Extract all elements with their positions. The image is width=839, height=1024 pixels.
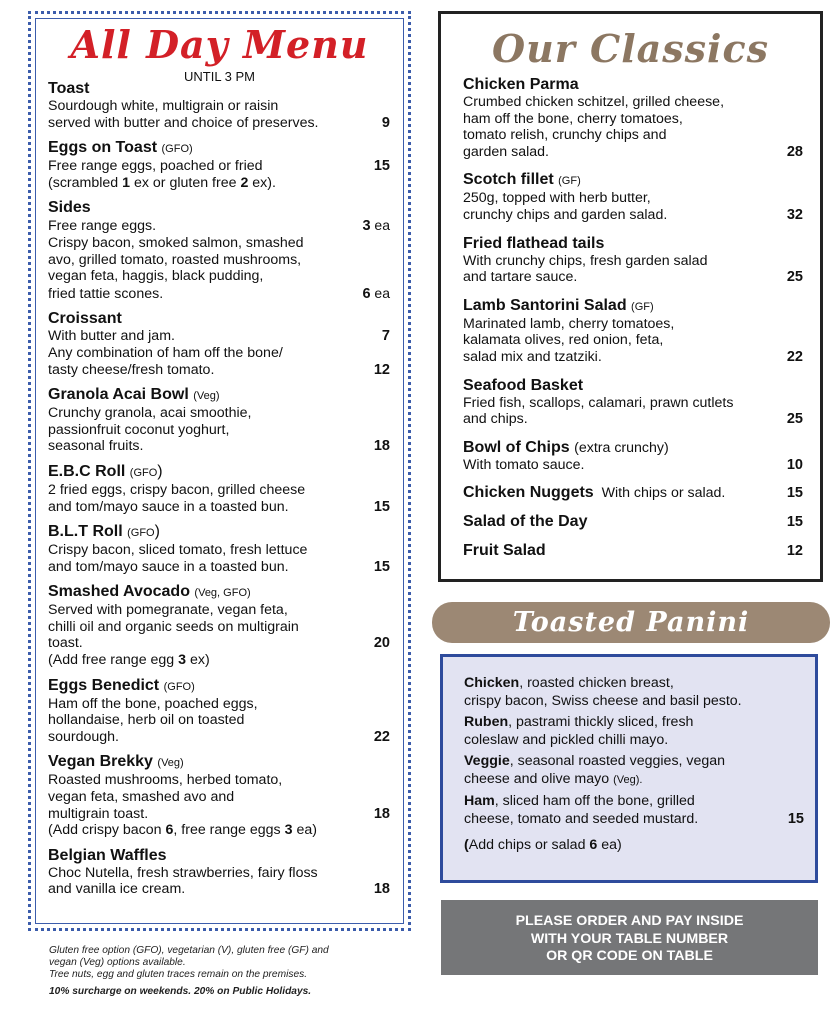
item-desc: Sourdough white, multigrain or raisin	[48, 98, 279, 114]
item-name: Belgian Waffles	[48, 846, 167, 864]
item-name: Smashed Avocado	[48, 583, 190, 601]
item-price: 18	[373, 881, 390, 898]
item-desc-extra: (Add free range egg 3 ex)	[48, 652, 210, 669]
item-name: B.L.T Roll	[48, 523, 123, 541]
item-price: 28	[786, 143, 803, 160]
item-desc: Crispy bacon, sliced tomato, fresh lettuce	[48, 542, 308, 559]
item-name: Ham	[464, 793, 495, 809]
footnote-line: Gluten free option (GFO), vegetarian (V), gluten free (GF) and	[49, 945, 329, 956]
item-desc: With tomato sauce.	[463, 456, 585, 473]
item-name: Chicken	[464, 675, 520, 691]
menu-item-croissant	[48, 310, 390, 378]
item-price: 25	[786, 269, 803, 286]
item-tag-close: )	[154, 523, 160, 541]
menu-item-belgian-waffles	[48, 847, 390, 898]
toasted-panini-banner: Toasted Panini	[432, 602, 830, 643]
item-desc: avo, grilled tomato, roasted mushrooms,	[48, 251, 302, 268]
menu-item-toast	[48, 80, 390, 131]
item-desc: cheese, tomato and seeded mustard.	[464, 811, 699, 827]
order-line: OR QR CODE ON TABLE	[546, 948, 713, 964]
item-name: Lamb Santorini Salad	[463, 296, 627, 314]
item-name: Sides	[48, 199, 91, 217]
all-day-menu-items	[48, 80, 390, 906]
item-name: Bowl of Chips	[463, 438, 570, 456]
item-desc: crispy bacon, Swiss cheese and basil pesto.	[464, 693, 742, 709]
item-desc: vegan feta, haggis, black pudding,	[48, 268, 264, 285]
item-note: (extra crunchy)	[574, 439, 669, 456]
item-desc: and vanilla ice cream.	[48, 881, 186, 898]
item-desc: , roasted chicken breast,	[519, 675, 674, 691]
item-name: Eggs on Toast	[48, 139, 158, 157]
item-price: 15	[786, 514, 803, 531]
footnote-line: vegan (Veg) options available.	[49, 957, 186, 969]
item-desc: tomato relish, crunchy chips and	[463, 127, 667, 144]
item-desc: ham off the bone, cherry tomatoes,	[463, 110, 683, 127]
item-desc: cheese and olive mayo	[464, 771, 610, 787]
menu-item-salad-of-the-day	[463, 513, 803, 531]
menu-item-smashed-avocado	[48, 583, 390, 668]
panini-item-veggie	[464, 752, 804, 789]
menu-item-eggs-benedict	[48, 677, 390, 746]
item-name: E.B.C Roll	[48, 462, 126, 480]
item-price: 9	[381, 114, 390, 131]
item-desc: Crispy bacon, smoked salmon, smashed	[48, 234, 304, 251]
item-desc: , sliced ham off the bone, grilled	[494, 793, 695, 809]
item-desc: crunchy chips and garden salad.	[463, 206, 668, 223]
our-classics-title: Our Classics	[491, 26, 770, 71]
panini-add-on: (Add chips or salad 6 ea)	[464, 837, 622, 853]
item-price: 22	[373, 728, 390, 745]
item-price: 15	[787, 811, 804, 827]
menu-item-blt-roll	[48, 523, 390, 575]
item-desc: hollandaise, herb oil on toasted	[48, 712, 245, 729]
item-desc: served with butter and choice of preserves.	[48, 114, 319, 131]
item-price: 32	[786, 206, 803, 223]
item-price: 15	[786, 485, 803, 502]
item-tag: (Veg).	[613, 774, 643, 786]
item-tag: (GFO	[129, 466, 158, 479]
item-desc: coleslaw and pickled chilli mayo.	[464, 732, 669, 748]
item-name: Chicken Nuggets	[463, 484, 594, 502]
item-name: Fruit Salad	[463, 542, 546, 560]
item-name: Scotch fillet	[463, 171, 554, 189]
item-desc: , pastrami thickly sliced, fresh	[508, 714, 694, 730]
item-tag: (GF)	[631, 300, 654, 313]
item-name: Seafood Basket	[463, 376, 584, 394]
item-price: 6 ea	[362, 284, 390, 302]
item-desc: With chips or salad.	[601, 485, 726, 502]
toasted-panini-panel	[440, 654, 818, 883]
footnote-line: Tree nuts, egg and gluten traces remain on the premises.	[49, 969, 308, 981]
item-desc: Ham off the bone, poached eggs,	[48, 695, 258, 712]
menu-item-fruit-salad	[463, 542, 803, 560]
item-desc: seasonal fruits.	[48, 438, 144, 455]
item-desc: Roasted mushrooms, herbed tomato,	[48, 772, 283, 789]
menu-item-chicken-parma	[463, 76, 803, 160]
item-tag: (Veg, GFO)	[194, 587, 251, 600]
item-price: 7	[381, 328, 390, 345]
item-desc: 250g, topped with herb butter,	[463, 190, 651, 207]
item-name: Vegan Brekky	[48, 753, 153, 771]
item-desc: Fried fish, scallops, calamari, prawn cutlets	[463, 394, 734, 411]
item-price: 15	[373, 498, 390, 515]
item-name: Veggie	[464, 753, 510, 769]
all-day-menu-subtitle: UNTIL 3 PM	[183, 69, 256, 84]
item-price: 3 ea	[362, 217, 390, 235]
item-price: 18	[373, 438, 390, 455]
item-price: 15	[373, 158, 390, 175]
surcharge-note: 10% surcharge on weekends. 20% on Public Holidays.	[49, 985, 312, 997]
item-tag: (GFO)	[163, 680, 195, 693]
panini-items	[464, 674, 804, 854]
order-line: WITH YOUR TABLE NUMBER	[530, 930, 729, 947]
item-price: 15	[373, 558, 390, 575]
item-name: Fried flathead tails	[463, 234, 605, 252]
menu-item-sides	[48, 199, 390, 302]
item-desc: garden salad.	[463, 143, 549, 160]
menu-item-eggs-on-toast	[48, 139, 390, 191]
item-desc: With butter and jam.	[48, 328, 175, 345]
item-desc: and tartare sauce.	[463, 269, 578, 286]
item-desc-extra: (Add crispy bacon 6, free range eggs 3 ea)	[48, 822, 317, 839]
menu-item-scotch-fillet	[463, 171, 803, 223]
item-desc: Marinated lamb, cherry tomatoes,	[463, 315, 675, 332]
all-day-menu-title: All Day Menu	[70, 22, 369, 67]
item-desc: multigrain toast.	[48, 805, 149, 822]
all-day-menu-panel	[28, 11, 411, 931]
order-instructions	[441, 900, 818, 975]
item-desc: and tom/mayo sauce in a toasted bun.	[48, 558, 289, 575]
item-price: 18	[373, 805, 390, 822]
panini-item-ham	[464, 792, 804, 828]
item-name: Salad of the Day	[463, 513, 588, 531]
item-desc: 2 fried eggs, crispy bacon, grilled cheese	[48, 481, 306, 498]
panini-item-ruben	[464, 713, 804, 749]
item-desc: Free range eggs, poached or fried	[48, 158, 263, 175]
item-price: 12	[786, 543, 803, 560]
item-desc-extra: (scrambled 1 ex or gluten free 2 ex).	[48, 174, 276, 191]
our-classics-items	[463, 76, 803, 571]
item-desc: fried tattie scones.	[48, 285, 164, 302]
panini-item-chicken	[464, 674, 804, 710]
item-price: 10	[786, 456, 803, 473]
menu-item-granola	[48, 386, 390, 455]
item-desc: tasty cheese/fresh tomato.	[48, 361, 215, 378]
item-name: Granola Acai Bowl	[48, 386, 189, 404]
item-price: 20	[373, 635, 390, 652]
item-tag: (Veg)	[157, 757, 184, 770]
item-price: 12	[373, 361, 390, 378]
item-tag-close: )	[157, 462, 163, 480]
item-desc: chilli oil and organic seeds on multigrain	[48, 618, 299, 635]
dietary-footnotes	[49, 945, 389, 998]
item-desc: sourdough.	[48, 728, 119, 745]
item-desc: toast.	[48, 635, 83, 652]
item-desc: kalamata olives, red onion, feta,	[463, 332, 664, 349]
item-desc: vegan feta, smashed avo and	[48, 789, 235, 806]
order-line: PLEASE ORDER AND PAY INSIDE	[515, 913, 744, 929]
item-tag: (GFO)	[161, 143, 193, 156]
item-desc: , seasonal roasted veggies, vegan	[509, 753, 726, 769]
menu-item-lamb-santorini	[463, 297, 803, 366]
item-tag: (GF)	[558, 175, 581, 188]
item-desc: Crumbed chicken schitzel, grilled cheese,	[463, 94, 725, 110]
item-desc: passionfruit coconut yoghurt,	[48, 421, 230, 438]
menu-item-bowl-of-chips	[463, 439, 803, 474]
item-desc: and chips.	[463, 411, 528, 428]
item-desc: With crunchy chips, fresh garden salad	[463, 252, 708, 269]
item-price: 22	[786, 348, 803, 365]
menu-item-vegan-brekky	[48, 753, 390, 838]
menu-item-chicken-nuggets	[463, 484, 803, 502]
item-desc: Crunchy granola, acai smoothie,	[48, 405, 252, 422]
our-classics-panel	[438, 11, 823, 582]
item-name: Ruben	[464, 714, 509, 730]
item-price: 25	[786, 411, 803, 428]
item-desc: and tom/mayo sauce in a toasted bun.	[48, 498, 289, 515]
item-desc: Choc Nutella, fresh strawberries, fairy floss	[48, 864, 318, 881]
item-name: Toast	[48, 80, 90, 97]
item-name: Croissant	[48, 310, 122, 328]
item-tag: (Veg)	[193, 390, 220, 403]
menu-item-ebc-roll	[48, 463, 390, 515]
item-desc: Free range eggs.	[48, 218, 157, 235]
item-desc: salad mix and tzatziki.	[463, 348, 602, 365]
menu-item-seafood-basket	[463, 377, 803, 428]
item-name: Eggs Benedict	[48, 676, 160, 694]
item-tag: (GFO	[127, 527, 155, 540]
item-desc: Served with pomegranate, vegan feta,	[48, 602, 288, 619]
item-desc: Any combination of ham off the bone/	[48, 344, 283, 361]
menu-item-fried-flathead	[463, 235, 803, 286]
item-name: Chicken Parma	[463, 76, 579, 93]
